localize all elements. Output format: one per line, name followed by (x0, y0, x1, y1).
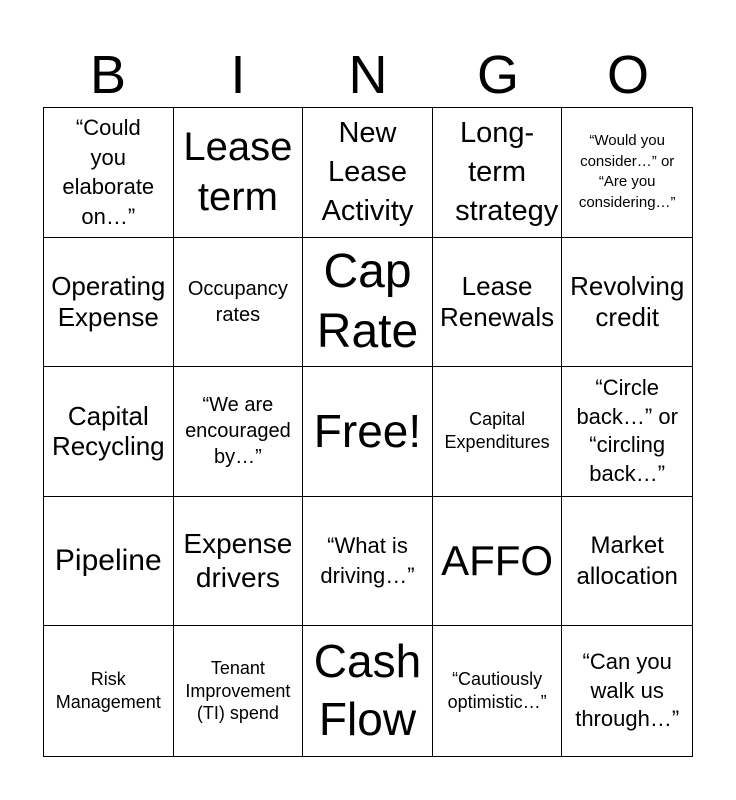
cell-text: Operating Expense (51, 271, 166, 332)
header-letter-b: B (89, 45, 127, 105)
cell-text: “Cautiously optimistic…” (447, 668, 547, 713)
cell-text: New Lease Activity (321, 117, 414, 227)
bingo-cell-free[interactable] (303, 367, 433, 497)
header-letter-i: I (230, 45, 246, 105)
bingo-cell[interactable] (562, 626, 692, 756)
bingo-header (43, 42, 693, 108)
bingo-cell[interactable] (562, 108, 692, 238)
bingo-cell[interactable] (44, 626, 174, 756)
cell-text: Tenant Improvement (TI) spend (185, 658, 291, 724)
cell-text: Pipeline (54, 543, 162, 577)
cell-text: Revolving credit (570, 271, 685, 332)
cell-text: “We are encouraged by…” (185, 394, 291, 469)
header-letter-g: G (476, 45, 519, 105)
cell-text: Market allocation (576, 531, 678, 591)
cell-text: Risk Management (55, 668, 161, 713)
bingo-cell[interactable] (433, 108, 563, 238)
cell-text: “Could you elaborate on…” (62, 115, 155, 229)
bingo-cell[interactable] (174, 367, 304, 497)
bingo-cell[interactable] (303, 626, 433, 756)
header-letter-n: N (348, 45, 388, 105)
bingo-card (43, 107, 693, 757)
cell-text: Capital Expenditures (444, 409, 550, 453)
bingo-cell[interactable] (562, 497, 692, 627)
cell-text: “Can you walk us through…” (575, 649, 680, 732)
cell-text: Lease term (183, 125, 293, 220)
bingo-cell[interactable] (174, 626, 304, 756)
cell-text: “Would you consider…” or “Are you considering…” (578, 131, 676, 211)
bingo-cell[interactable] (44, 497, 174, 627)
bingo-cell[interactable] (562, 367, 692, 497)
cell-text: Occupancy rates (187, 277, 288, 326)
cell-text: AFFO (441, 536, 554, 584)
bingo-cell[interactable] (433, 626, 563, 756)
bingo-cell[interactable] (433, 367, 563, 497)
bingo-cell[interactable] (44, 367, 174, 497)
cell-text: Cap Rate (316, 244, 419, 358)
bingo-cell[interactable] (44, 108, 174, 238)
bingo-cell[interactable] (303, 497, 433, 627)
bingo-cell[interactable] (433, 497, 563, 627)
bingo-cell[interactable] (174, 108, 304, 238)
cell-text: Cash Flow (313, 635, 422, 746)
cell-text: Capital Recycling (51, 400, 165, 462)
cell-text: Expense drivers (183, 527, 293, 594)
bingo-cell[interactable] (433, 238, 563, 368)
bingo-cell[interactable] (44, 238, 174, 368)
cell-text: Lease Renewals (440, 271, 555, 332)
bingo-cell[interactable] (174, 238, 304, 368)
bingo-cell[interactable] (303, 238, 433, 368)
cell-text: “Circle back…” or “circling back…” (576, 375, 678, 487)
bingo-cell[interactable] (562, 238, 692, 368)
bingo-cell[interactable] (303, 108, 433, 238)
cell-text: Long-term strategy (455, 117, 559, 227)
bingo-cell[interactable] (174, 497, 304, 627)
header-letter-o: O (606, 45, 649, 105)
cell-text: “What is driving…” (320, 532, 415, 589)
free-space-label: Free! (313, 405, 422, 458)
